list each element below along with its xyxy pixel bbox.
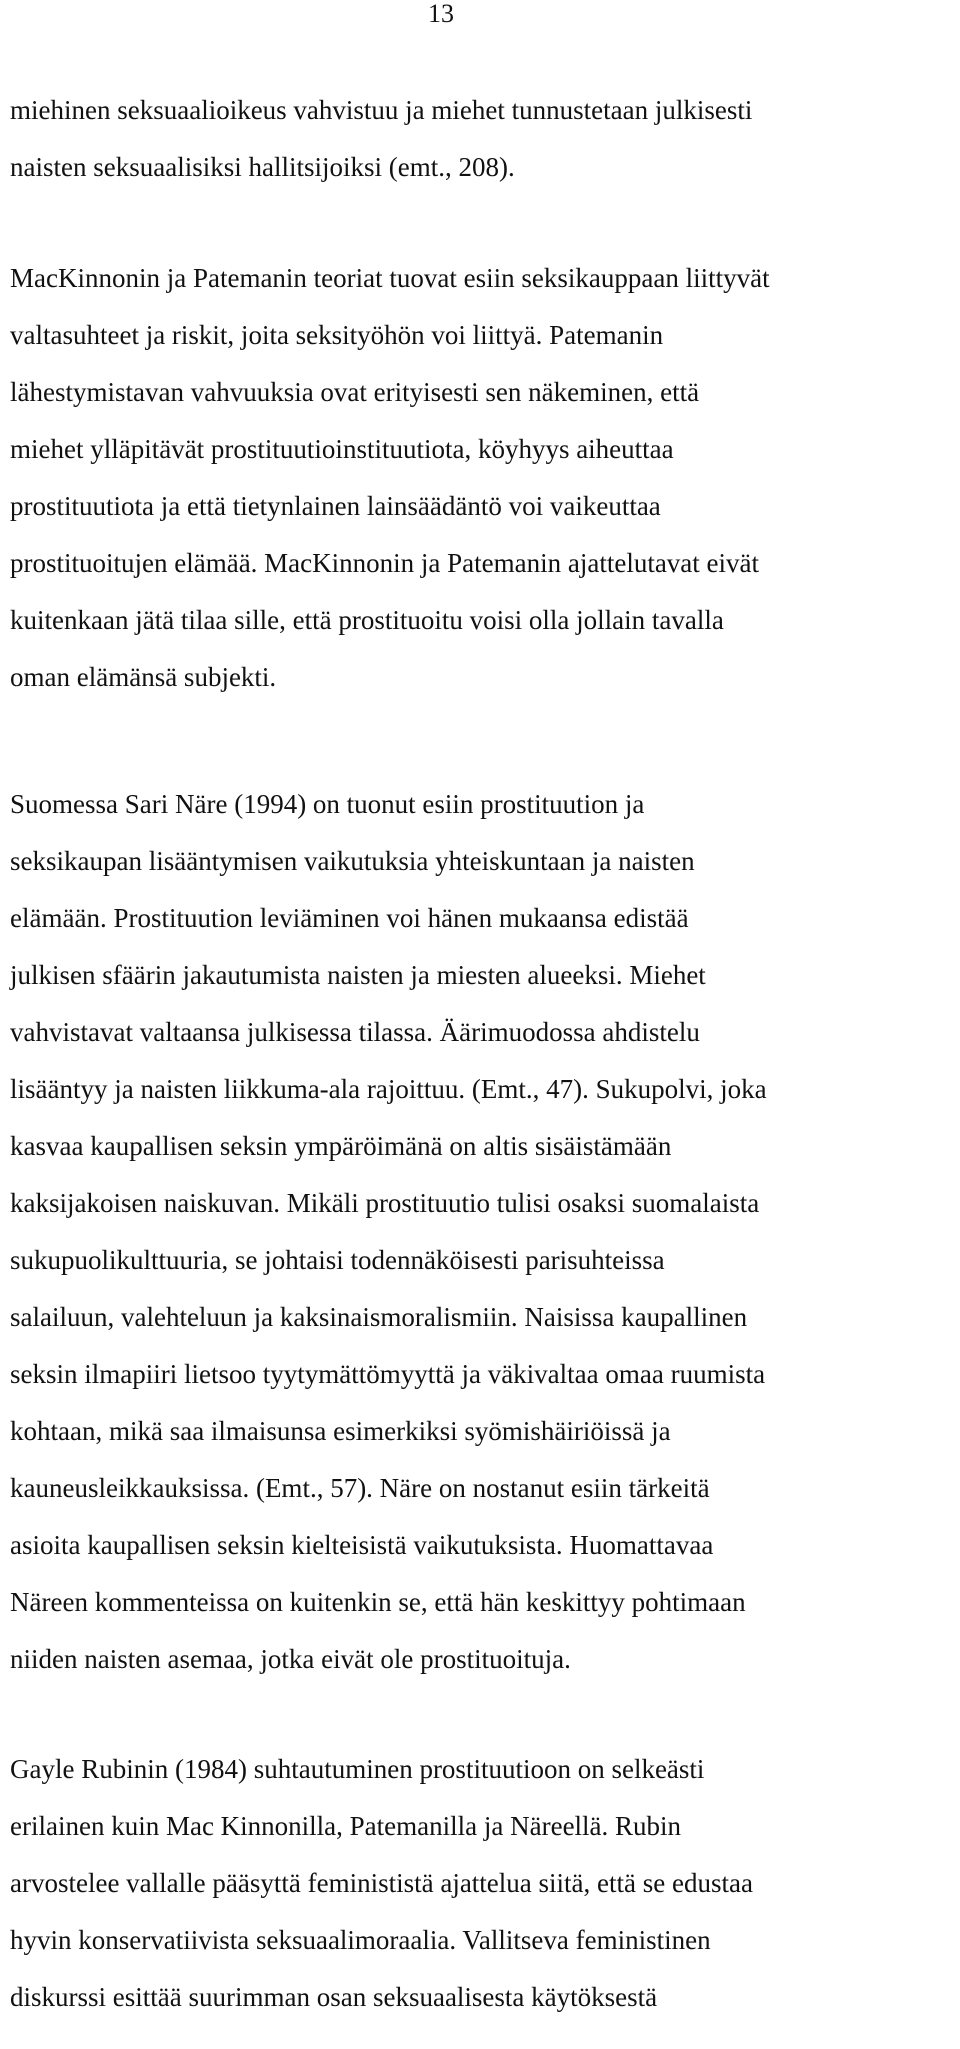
text-line: lähestymistavan vahvuuksia ovat erityisesti sen näkeminen, että — [10, 377, 700, 407]
text-line: vahvistavat valtaansa julkisessa tilassa. Äärimuodossa ahdistelu — [10, 1017, 700, 1047]
text-line: diskurssi esittää suurimman osan seksuaalisesta käytöksestä — [10, 1982, 658, 2012]
text-line: hyvin konservatiivista seksuaalimoraalia. Vallitseva feministinen — [10, 1925, 711, 1955]
text-line: Suomessa Sari Näre (1994) on tuonut esiin prostituution ja — [10, 789, 645, 819]
text-line: MacKinnonin ja Patemanin teoriat tuovat esiin seksikauppaan liittyvät — [10, 263, 770, 293]
text-line: seksikaupan lisääntymisen vaikutuksia yhteiskuntaan ja naisten — [10, 846, 695, 876]
text-line: oman elämänsä subjekti. — [10, 662, 277, 692]
text-line: asioita kaupallisen seksin kielteisistä vaikutuksista. Huomattavaa — [10, 1530, 714, 1560]
text-line: arvostelee vallalle pääsyttä feminististä ajattelua siitä, että se edustaa — [10, 1868, 753, 1898]
text-line: prostituoitujen elämää. MacKinnonin ja Patemanin ajattelutavat eivät — [10, 548, 760, 578]
page-number: 13 — [428, 0, 454, 28]
text-line: sukupuolikulttuuria, se johtaisi todennäköisesti parisuhteissa — [10, 1245, 665, 1275]
text-line: lisääntyy ja naisten liikkuma-ala rajoittuu. (Emt., 47). Sukupolvi, joka — [10, 1074, 767, 1104]
paragraph-4 — [10, 1741, 960, 2026]
text-line: niiden naisten asemaa, jotka eivät ole prostituoituja. — [10, 1644, 571, 1674]
text-line: prostituutiota ja että tietynlainen lainsäädäntö voi vaikeuttaa — [10, 491, 661, 521]
text-line: Näreen kommenteissa on kuitenkin se, että hän keskittyy pohtimaan — [10, 1587, 746, 1617]
text-line: seksin ilmapiiri lietsoo tyytymättömyyttä ja väkivaltaa omaa ruumista — [10, 1359, 766, 1389]
text-line: elämään. Prostituution leviäminen voi hänen mukaansa edistää — [10, 903, 689, 933]
text-line: kohtaan, mikä saa ilmaisunsa esimerkiksi syömishäiriöissä ja — [10, 1416, 671, 1446]
text-line: kasvaa kaupallisen seksin ympäröimänä on altis sisäistämään — [10, 1131, 672, 1161]
paragraph-3 — [10, 776, 960, 1688]
paragraph-1 — [10, 82, 960, 196]
text-line: Gayle Rubinin (1984) suhtautuminen prostituutioon on selkeästi — [10, 1754, 705, 1784]
text-line: kaksijakoisen naiskuvan. Mikäli prostituutio tulisi osaksi suomalaista — [10, 1188, 760, 1218]
text-line: salailuun, valehteluun ja kaksinaismoralismiin. Naisissa kaupallinen — [10, 1302, 748, 1332]
paragraph-2 — [10, 250, 960, 706]
text-line: erilainen kuin Mac Kinnonilla, Patemanilla ja Näreellä. Rubin — [10, 1811, 682, 1841]
text-line: naisten seksuaalisiksi hallitsijoiksi (emt., 208). — [10, 152, 515, 182]
text-line: valtasuhteet ja riskit, joita seksityöhön voi liittyä. Patemanin — [10, 320, 664, 350]
text-line: kauneusleikkauksissa. (Emt., 57). Näre on nostanut esiin tärkeitä — [10, 1473, 710, 1503]
text-line: kuitenkaan jätä tilaa sille, että prostituoitu voisi olla jollain tavalla — [10, 605, 724, 635]
text-line: miehet ylläpitävät prostituutioinstituutiota, köyhyys aiheuttaa — [10, 434, 674, 464]
text-line: julkisen sfäärin jakautumista naisten ja miesten alueeksi. Miehet — [10, 960, 706, 990]
text-line: miehinen seksuaalioikeus vahvistuu ja miehet tunnustetaan julkisesti — [10, 95, 753, 125]
